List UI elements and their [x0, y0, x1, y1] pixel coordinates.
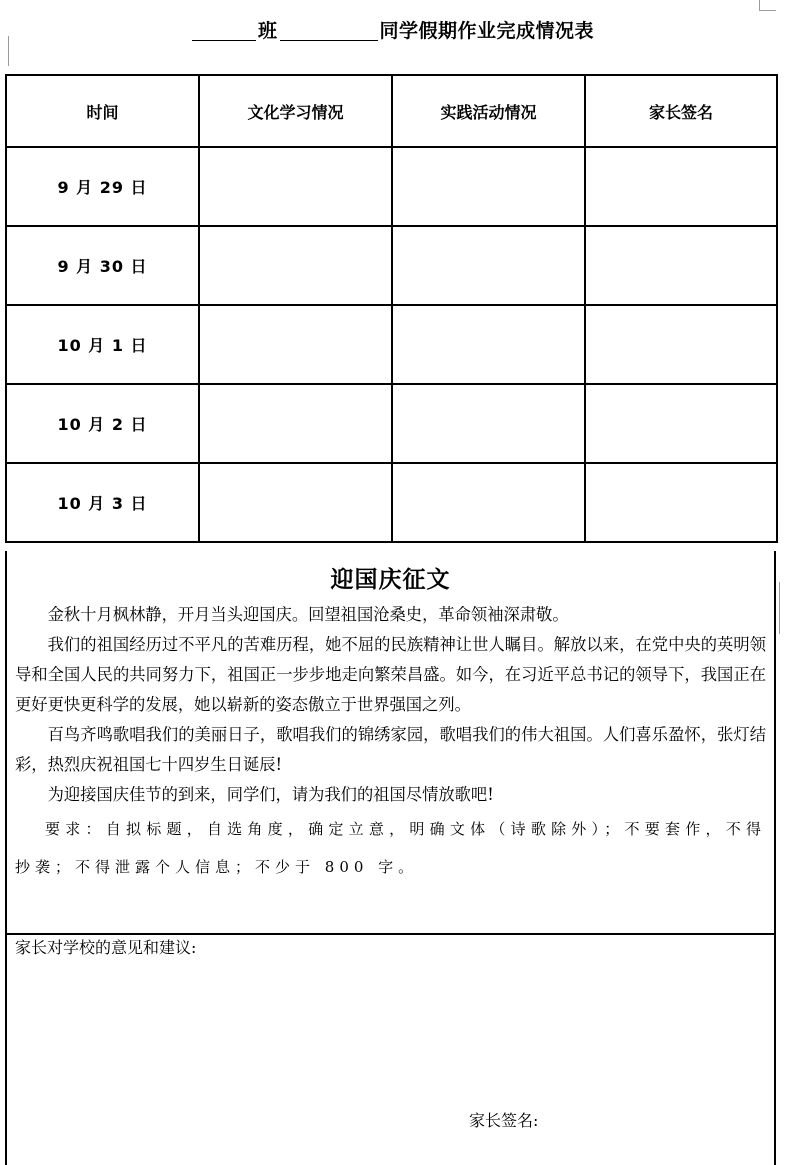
signature-cell[interactable]: [585, 305, 777, 384]
practice-cell[interactable]: [392, 305, 585, 384]
date-cell: 9 月 29 日: [6, 147, 199, 226]
practice-cell[interactable]: [392, 147, 585, 226]
essay-paragraph: 金秋十月枫林静，开月当头迎国庆。回望祖国沧桑史，革命领袖深肃敬。: [47, 605, 569, 624]
signature-cell[interactable]: [585, 226, 777, 305]
homework-table-wrapper: [5, 74, 775, 543]
table-row: [6, 463, 777, 542]
column-header-time: 时间: [6, 75, 199, 147]
page-corner-mark: [759, 0, 776, 11]
study-cell[interactable]: [199, 147, 392, 226]
date-cell: 10 月 1 日: [6, 305, 199, 384]
study-cell[interactable]: [199, 463, 392, 542]
practice-cell[interactable]: [392, 226, 585, 305]
table-row: [6, 226, 777, 305]
essay-section: [5, 551, 776, 935]
table-row: [6, 305, 777, 384]
table-row: [6, 384, 777, 463]
parent-feedback-label: 家长对学校的意见和建议:: [15, 938, 197, 957]
column-header-study: 文化学习情况: [199, 75, 392, 147]
parent-feedback-section[interactable]: [5, 935, 776, 1165]
practice-cell[interactable]: [392, 463, 585, 542]
column-header-practice: 实践活动情况: [392, 75, 585, 147]
table-header-row: [6, 75, 777, 147]
title-text: 同学假期作业完成情况表: [379, 20, 595, 42]
parent-signature-label: 家长签名:: [469, 1111, 539, 1130]
date-cell: 9 月 30 日: [6, 226, 199, 305]
signature-cell[interactable]: [585, 384, 777, 463]
column-header-parent-signature: 家长签名: [585, 75, 777, 147]
class-blank[interactable]: [192, 22, 256, 41]
signature-cell[interactable]: [585, 463, 777, 542]
essay-requirement: 要求：自拟标题，自选角度，确定立意，明确文体（诗歌除外）；不要套作，不得抄袭；不得泄露个人信息；不少于 800 字。: [15, 820, 766, 876]
signature-cell[interactable]: [585, 147, 777, 226]
homework-table: [5, 74, 778, 543]
essay-paragraph: 百鸟齐鸣歌唱我们的美丽日子，歌唱我们的锦绣家园，歌唱我们的伟大祖国。人们喜乐盈怀，张灯结彩，热烈庆祝祖国七十四岁生日诞辰!: [15, 725, 766, 774]
practice-cell[interactable]: [392, 384, 585, 463]
study-cell[interactable]: [199, 384, 392, 463]
date-cell: 10 月 3 日: [6, 463, 199, 542]
student-name-blank[interactable]: [280, 22, 378, 41]
date-cell: 10 月 2 日: [6, 384, 199, 463]
essay-paragraph: 我们的祖国经历过不平凡的苦难历程，她不屈的民族精神让世人瞩目。解放以来，在党中央的英明领导和全国人民的共同努力下，祖国正一步步地走向繁荣昌盛。如今，在习近平总书记的领导下，我国正在更好更快更科学的发展，她以崭新的姿态傲立于世界强国之列。: [15, 635, 766, 714]
table-row: [6, 147, 777, 226]
page-title: [0, 16, 786, 43]
class-suffix: 班: [257, 20, 278, 42]
essay-paragraph: 为迎接国庆佳节的到来，同学们，请为我们的祖国尽情放歌吧!: [47, 785, 494, 804]
page-margin-mark: [779, 582, 786, 634]
study-cell[interactable]: [199, 226, 392, 305]
essay-title: 迎国庆征文: [330, 567, 451, 593]
study-cell[interactable]: [199, 305, 392, 384]
